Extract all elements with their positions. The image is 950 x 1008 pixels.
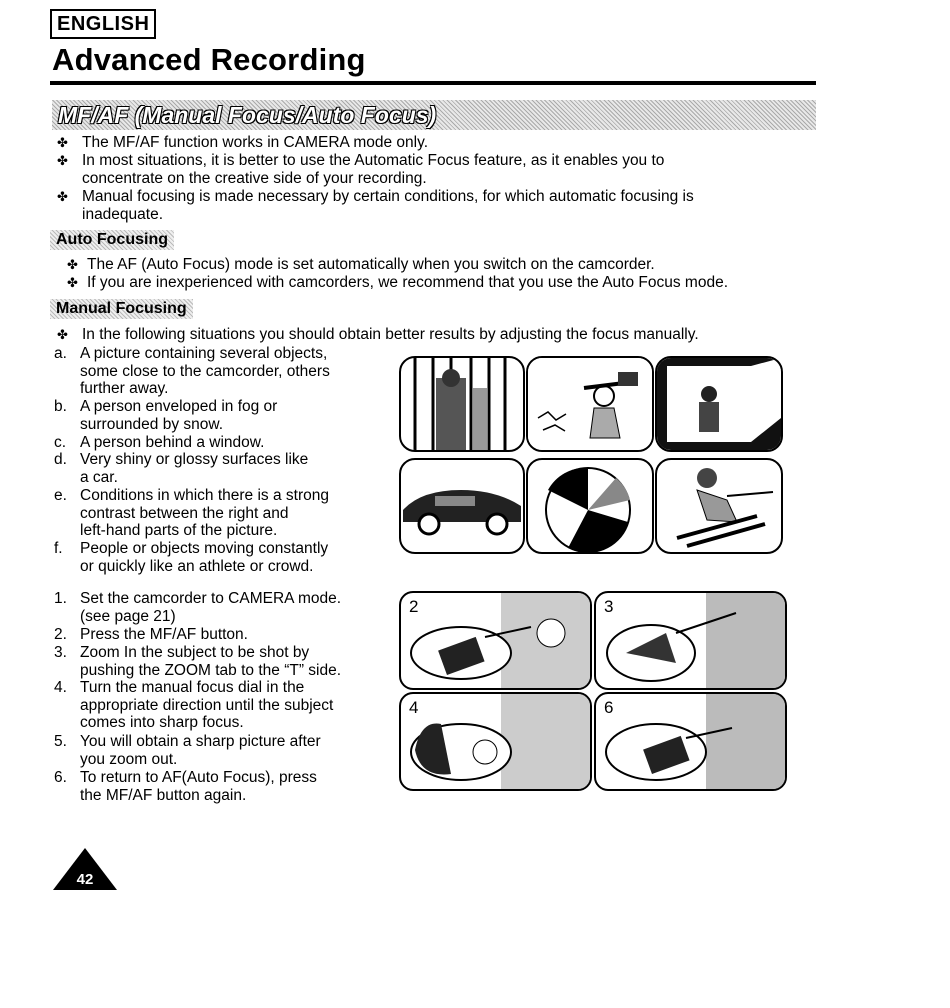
bullet-icon: ✤ (67, 275, 78, 290)
page-title: Advanced Recording (52, 42, 366, 77)
condition-item: a. A picture containing several objects, some close to the camcorder, others further away. (54, 345, 330, 398)
auto-focusing-heading: Auto Focusing (50, 230, 174, 250)
page-number: 42 (76, 871, 94, 888)
illustration-window (655, 356, 783, 452)
intro-bullet: ✤ In most situations, it is better to use the Automatic Focus feature, as it enables you to (57, 152, 665, 169)
step-figure-panel: 3 (594, 591, 787, 690)
bullet-icon: ✤ (67, 257, 78, 272)
step-item: 3. Zoom In the subject to be shot by pushing the ZOOM tab to the “T” side. (54, 644, 342, 679)
title-rule (50, 81, 816, 85)
bullet-icon: ✤ (57, 135, 68, 150)
illustration-fog-snow (526, 356, 654, 452)
intro-bullet-continuation: concentrate on the creative side of your recording. (82, 170, 427, 187)
condition-item: e. Conditions in which there is a strong contrast between the right and left-hand parts of the picture. (54, 487, 329, 540)
auto-bullet: ✤ The AF (Auto Focus) mode is set automatically when you switch on the camcorder. (67, 256, 655, 273)
step-item: 1. Set the camcorder to CAMERA mode. (see page 21) (54, 590, 342, 625)
manual-intro: ✤ In the following situations you should obtain better results by adjusting the focus manually. (57, 326, 699, 343)
step-item: 4. Turn the manual focus dial in the appropriate direction until the subject comes into sharp focus. (54, 679, 334, 732)
language-label: ENGLISH (50, 9, 156, 39)
step-item: 6. To return to AF(Auto Focus), press the MF/AF button again. (54, 769, 317, 804)
manual-focusing-heading: Manual Focusing (50, 299, 193, 319)
step-item: 5. You will obtain a sharp picture after you zoom out. (54, 733, 321, 768)
page-number-badge (53, 848, 117, 895)
intro-bullet-continuation: inadequate. (82, 206, 164, 223)
section-heading: MF/AF (Manual Focus/Auto Focus) (58, 102, 437, 128)
step-figure-panel: 6 (594, 692, 787, 791)
step-figure-panel: 2 (399, 591, 592, 690)
bullet-icon: ✤ (57, 153, 68, 168)
bullet-icon: ✤ (57, 327, 68, 342)
bullet-icon: ✤ (57, 189, 68, 204)
condition-item: c. A person behind a window. (54, 434, 265, 451)
step-figure-panel: 4 (399, 692, 592, 791)
illustration-shiny-car (399, 458, 525, 554)
step-item: 2. Press the MF/AF button. (54, 626, 248, 643)
auto-bullet: ✤ If you are inexperienced with camcorders, we recommend that you use the Auto Focus mode. (67, 274, 728, 291)
intro-bullet: ✤ Manual focusing is made necessary by certain conditions, for which automatic focusing is (57, 188, 694, 205)
section-heading-band (52, 100, 816, 130)
condition-item: f. People or objects moving constantly or quickly like an athlete or crowd. (54, 540, 329, 575)
intro-bullet: ✤ The MF/AF function works in CAMERA mode only. (57, 134, 428, 151)
illustration-skier (655, 458, 783, 554)
illustration-multiple-objects (399, 356, 525, 452)
illustration-contrast-ball (526, 458, 654, 554)
condition-item: d. Very shiny or glossy surfaces like a car. (54, 451, 309, 486)
condition-item: b. A person enveloped in fog or surrounded by snow. (54, 398, 278, 433)
